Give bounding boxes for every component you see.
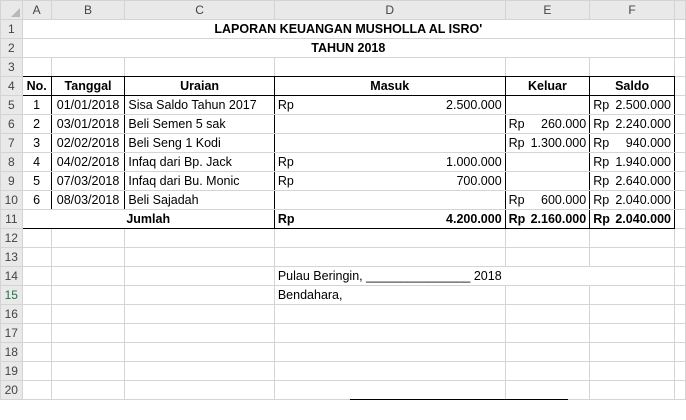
cell[interactable] [22, 267, 51, 286]
cell[interactable] [505, 172, 590, 191]
entry-date[interactable]: 07/03/2018 [51, 172, 125, 191]
cell[interactable] [125, 267, 274, 286]
report-subtitle[interactable]: TAHUN 2018 [22, 39, 674, 58]
cell[interactable] [505, 286, 590, 305]
cell[interactable] [505, 58, 590, 77]
total-keluar[interactable] [505, 210, 590, 229]
column-header-F[interactable]: F [590, 1, 675, 20]
cell[interactable] [274, 362, 505, 381]
cell[interactable] [51, 229, 125, 248]
cell[interactable] [125, 362, 274, 381]
total-masuk[interactable] [274, 210, 505, 229]
entry-saldo[interactable] [590, 191, 675, 210]
cell[interactable] [505, 305, 590, 324]
entry-masuk[interactable] [274, 153, 505, 172]
row-header-7[interactable]: 7 [1, 134, 23, 153]
entry-description[interactable]: Beli Seng 1 Kodi [125, 134, 274, 153]
cell[interactable] [274, 58, 505, 77]
row-header-6[interactable]: 6 [1, 115, 23, 134]
amount: 2.040.000 [615, 212, 671, 226]
row-header-18[interactable]: 18 [1, 343, 23, 362]
sheet-row [1, 305, 686, 324]
entry-date[interactable]: 02/02/2018 [51, 134, 125, 153]
row-header-8[interactable]: 8 [1, 153, 23, 172]
signature-role[interactable]: Bendahara, [274, 286, 505, 305]
amount: 4.200.000 [446, 212, 502, 226]
currency-label: Rp [593, 193, 610, 207]
cell[interactable] [125, 58, 274, 77]
row-header-11[interactable]: 11 [1, 210, 23, 229]
sheet-row [1, 324, 686, 343]
amount: 2.160.000 [530, 212, 587, 226]
currency-label: Rp [277, 212, 295, 226]
cell[interactable] [505, 153, 590, 172]
currency-label: Rp [277, 174, 294, 188]
total-saldo[interactable] [590, 210, 675, 229]
cell[interactable] [590, 248, 675, 267]
cell[interactable] [674, 20, 685, 39]
cell[interactable] [22, 324, 51, 343]
currency-label: Rp [508, 212, 526, 226]
cell[interactable] [674, 191, 685, 210]
row-header-20[interactable]: 20 [1, 381, 23, 400]
cell[interactable] [674, 229, 685, 248]
cell[interactable] [51, 58, 125, 77]
entry-date[interactable]: 04/02/2018 [51, 153, 125, 172]
sheet-row [1, 210, 686, 229]
header-no[interactable]: No. [22, 77, 51, 96]
entry-keluar[interactable] [505, 134, 590, 153]
sheet-row [1, 229, 686, 248]
entry-saldo[interactable] [590, 153, 675, 172]
cell[interactable] [674, 381, 685, 400]
cell[interactable] [274, 134, 505, 153]
cell[interactable] [22, 343, 51, 362]
sheet-row [1, 77, 686, 96]
currency-label: Rp [593, 155, 610, 169]
cell[interactable] [274, 324, 505, 343]
sheet-row [1, 191, 686, 210]
cell[interactable] [674, 172, 685, 191]
sheet-row [1, 267, 686, 286]
cell[interactable] [674, 305, 685, 324]
cell[interactable] [505, 362, 590, 381]
row-header-14[interactable]: 14 [1, 267, 23, 286]
currency-label: Rp [277, 98, 294, 112]
entry-keluar[interactable] [505, 191, 590, 210]
cell[interactable] [590, 229, 675, 248]
entry-description[interactable]: Infaq dari Bp. Jack [125, 153, 274, 172]
row-header-17[interactable]: 17 [1, 324, 23, 343]
cell[interactable] [274, 229, 505, 248]
sheet-row [1, 172, 686, 191]
entry-date[interactable]: 03/01/2018 [51, 115, 125, 134]
cell[interactable] [590, 305, 675, 324]
amount: 700.000 [456, 174, 502, 188]
cell[interactable] [51, 343, 125, 362]
entry-saldo[interactable] [590, 115, 675, 134]
cell[interactable] [674, 267, 685, 286]
currency-label: Rp [593, 98, 610, 112]
sheet-row [1, 153, 686, 172]
sheet-row [1, 20, 686, 39]
currency-label: Rp [508, 136, 525, 150]
cell[interactable] [674, 134, 685, 153]
entry-no[interactable]: 1 [22, 96, 51, 115]
entry-no[interactable]: 4 [22, 153, 51, 172]
row-header-5[interactable]: 5 [1, 96, 23, 115]
row-header-2[interactable]: 2 [1, 39, 23, 58]
cell[interactable] [505, 229, 590, 248]
cell[interactable] [505, 343, 590, 362]
cell[interactable] [51, 248, 125, 267]
entry-description[interactable]: Beli Sajadah [125, 191, 274, 210]
column-header-D[interactable]: D [274, 1, 505, 20]
cell[interactable] [125, 229, 274, 248]
entry-description[interactable]: Infaq dari Bu. Monic [125, 172, 274, 191]
currency-label: Rp [593, 117, 610, 131]
row-header-16[interactable]: 16 [1, 305, 23, 324]
entry-no[interactable]: 6 [22, 191, 51, 210]
cell[interactable] [590, 286, 675, 305]
row-header-3[interactable]: 3 [1, 58, 23, 77]
cell[interactable] [274, 381, 505, 400]
currency-label: Rp [508, 117, 525, 131]
entry-masuk[interactable] [274, 172, 505, 191]
cell[interactable] [51, 305, 125, 324]
currency-label: Rp [277, 155, 294, 169]
cell[interactable] [125, 381, 274, 400]
entry-no[interactable]: 3 [22, 134, 51, 153]
cell[interactable] [22, 362, 51, 381]
cell[interactable] [674, 77, 685, 96]
cell[interactable] [22, 58, 51, 77]
amount: 260.000 [541, 117, 587, 131]
entry-saldo[interactable] [590, 172, 675, 191]
cell[interactable] [274, 343, 505, 362]
currency-label: Rp [508, 193, 525, 207]
sheet-row [1, 134, 686, 153]
cell[interactable] [505, 248, 590, 267]
cell[interactable] [51, 362, 125, 381]
cell[interactable] [125, 305, 274, 324]
cell[interactable] [674, 362, 685, 381]
currency-label: Rp [593, 212, 610, 226]
column-header-C[interactable]: C [125, 1, 274, 20]
signature-place-date[interactable]: Pulau Beringin, _______________ 2018 [274, 267, 505, 286]
column-header-E[interactable]: E [505, 1, 590, 20]
cell[interactable] [51, 324, 125, 343]
amount: 1.300.000 [530, 136, 587, 150]
cell[interactable] [125, 248, 274, 267]
currency-label: Rp [593, 136, 610, 150]
sheet-row [1, 362, 686, 381]
sheet-row [1, 39, 686, 58]
header-saldo[interactable]: Saldo [590, 77, 675, 96]
header-masuk[interactable]: Masuk [274, 77, 505, 96]
cell[interactable] [590, 362, 675, 381]
cell[interactable] [51, 267, 125, 286]
cell[interactable] [674, 210, 685, 229]
cell[interactable] [125, 286, 274, 305]
entry-saldo[interactable] [590, 96, 675, 115]
row-header-10[interactable]: 10 [1, 191, 23, 210]
sheet-row [1, 96, 686, 115]
entry-description[interactable]: Beli Semen 5 sak [125, 115, 274, 134]
cell[interactable] [22, 248, 51, 267]
sheet-row [1, 381, 686, 400]
amount: 2.640.000 [615, 174, 671, 188]
entry-date[interactable]: 01/01/2018 [51, 96, 125, 115]
row-header-15[interactable]: 15 [1, 286, 23, 305]
cell[interactable] [51, 381, 125, 400]
cell[interactable] [674, 115, 685, 134]
amount: 2.040.000 [615, 193, 671, 207]
entry-no[interactable]: 5 [22, 172, 51, 191]
cell[interactable] [674, 324, 685, 343]
row-header-4[interactable]: 4 [1, 77, 23, 96]
report-title[interactable]: LAPORAN KEUANGAN MUSHOLLA AL ISRO' [22, 20, 674, 39]
row-header-13[interactable]: 13 [1, 248, 23, 267]
column-header-A[interactable]: A [22, 1, 51, 20]
entry-saldo[interactable] [590, 134, 675, 153]
sheet-row [1, 286, 686, 305]
cell[interactable] [590, 58, 675, 77]
cell[interactable] [674, 248, 685, 267]
signature-line [350, 399, 568, 400]
cell[interactable] [505, 96, 590, 115]
cell[interactable] [22, 305, 51, 324]
cell[interactable] [590, 343, 675, 362]
cell[interactable] [274, 305, 505, 324]
row-header-12[interactable]: 12 [1, 229, 23, 248]
cell[interactable] [505, 381, 590, 400]
sheet-row [1, 343, 686, 362]
cell[interactable] [590, 267, 675, 286]
entry-description[interactable]: Sisa Saldo Tahun 2017 [125, 96, 274, 115]
amount: 2.240.000 [615, 117, 671, 131]
cell[interactable] [125, 343, 274, 362]
cell[interactable] [674, 39, 685, 58]
cell[interactable] [22, 229, 51, 248]
cell[interactable] [274, 191, 505, 210]
cell[interactable] [674, 58, 685, 77]
entry-masuk[interactable] [274, 96, 505, 115]
cell[interactable] [674, 286, 685, 305]
amount: 2.500.000 [446, 98, 502, 112]
row-header-1[interactable]: 1 [1, 20, 23, 39]
entry-date[interactable]: 08/03/2018 [51, 191, 125, 210]
select-all-corner[interactable] [1, 1, 23, 20]
row-header-19[interactable]: 19 [1, 362, 23, 381]
cell[interactable] [674, 343, 685, 362]
currency-label: Rp [593, 174, 610, 188]
cell[interactable] [125, 324, 274, 343]
cell[interactable] [590, 381, 675, 400]
entry-keluar[interactable] [505, 115, 590, 134]
cell[interactable] [505, 324, 590, 343]
cell[interactable] [51, 286, 125, 305]
amount: 1.940.000 [615, 155, 671, 169]
cell[interactable] [274, 248, 505, 267]
header-tanggal[interactable]: Tanggal [51, 77, 125, 96]
total-label[interactable]: Jumlah [22, 210, 274, 229]
amount: 600.000 [541, 193, 587, 207]
cell[interactable] [22, 286, 51, 305]
cell[interactable] [505, 267, 590, 286]
cell[interactable] [590, 324, 675, 343]
cell[interactable] [674, 96, 685, 115]
row-header-9[interactable]: 9 [1, 172, 23, 191]
sheet-row [1, 58, 686, 77]
entry-no[interactable]: 2 [22, 115, 51, 134]
amount: 940.000 [625, 136, 671, 150]
amount: 1.000.000 [446, 155, 502, 169]
sheet-row [1, 248, 686, 267]
header-keluar[interactable]: Keluar [505, 77, 590, 96]
cell[interactable] [274, 115, 505, 134]
amount: 2.500.000 [615, 98, 671, 112]
sheet-row [1, 115, 686, 134]
cell[interactable] [22, 381, 51, 400]
header-uraian[interactable]: Uraian [125, 77, 274, 96]
column-header-G[interactable] [674, 1, 685, 20]
column-header-B[interactable]: B [51, 1, 125, 20]
cell[interactable] [674, 153, 685, 172]
